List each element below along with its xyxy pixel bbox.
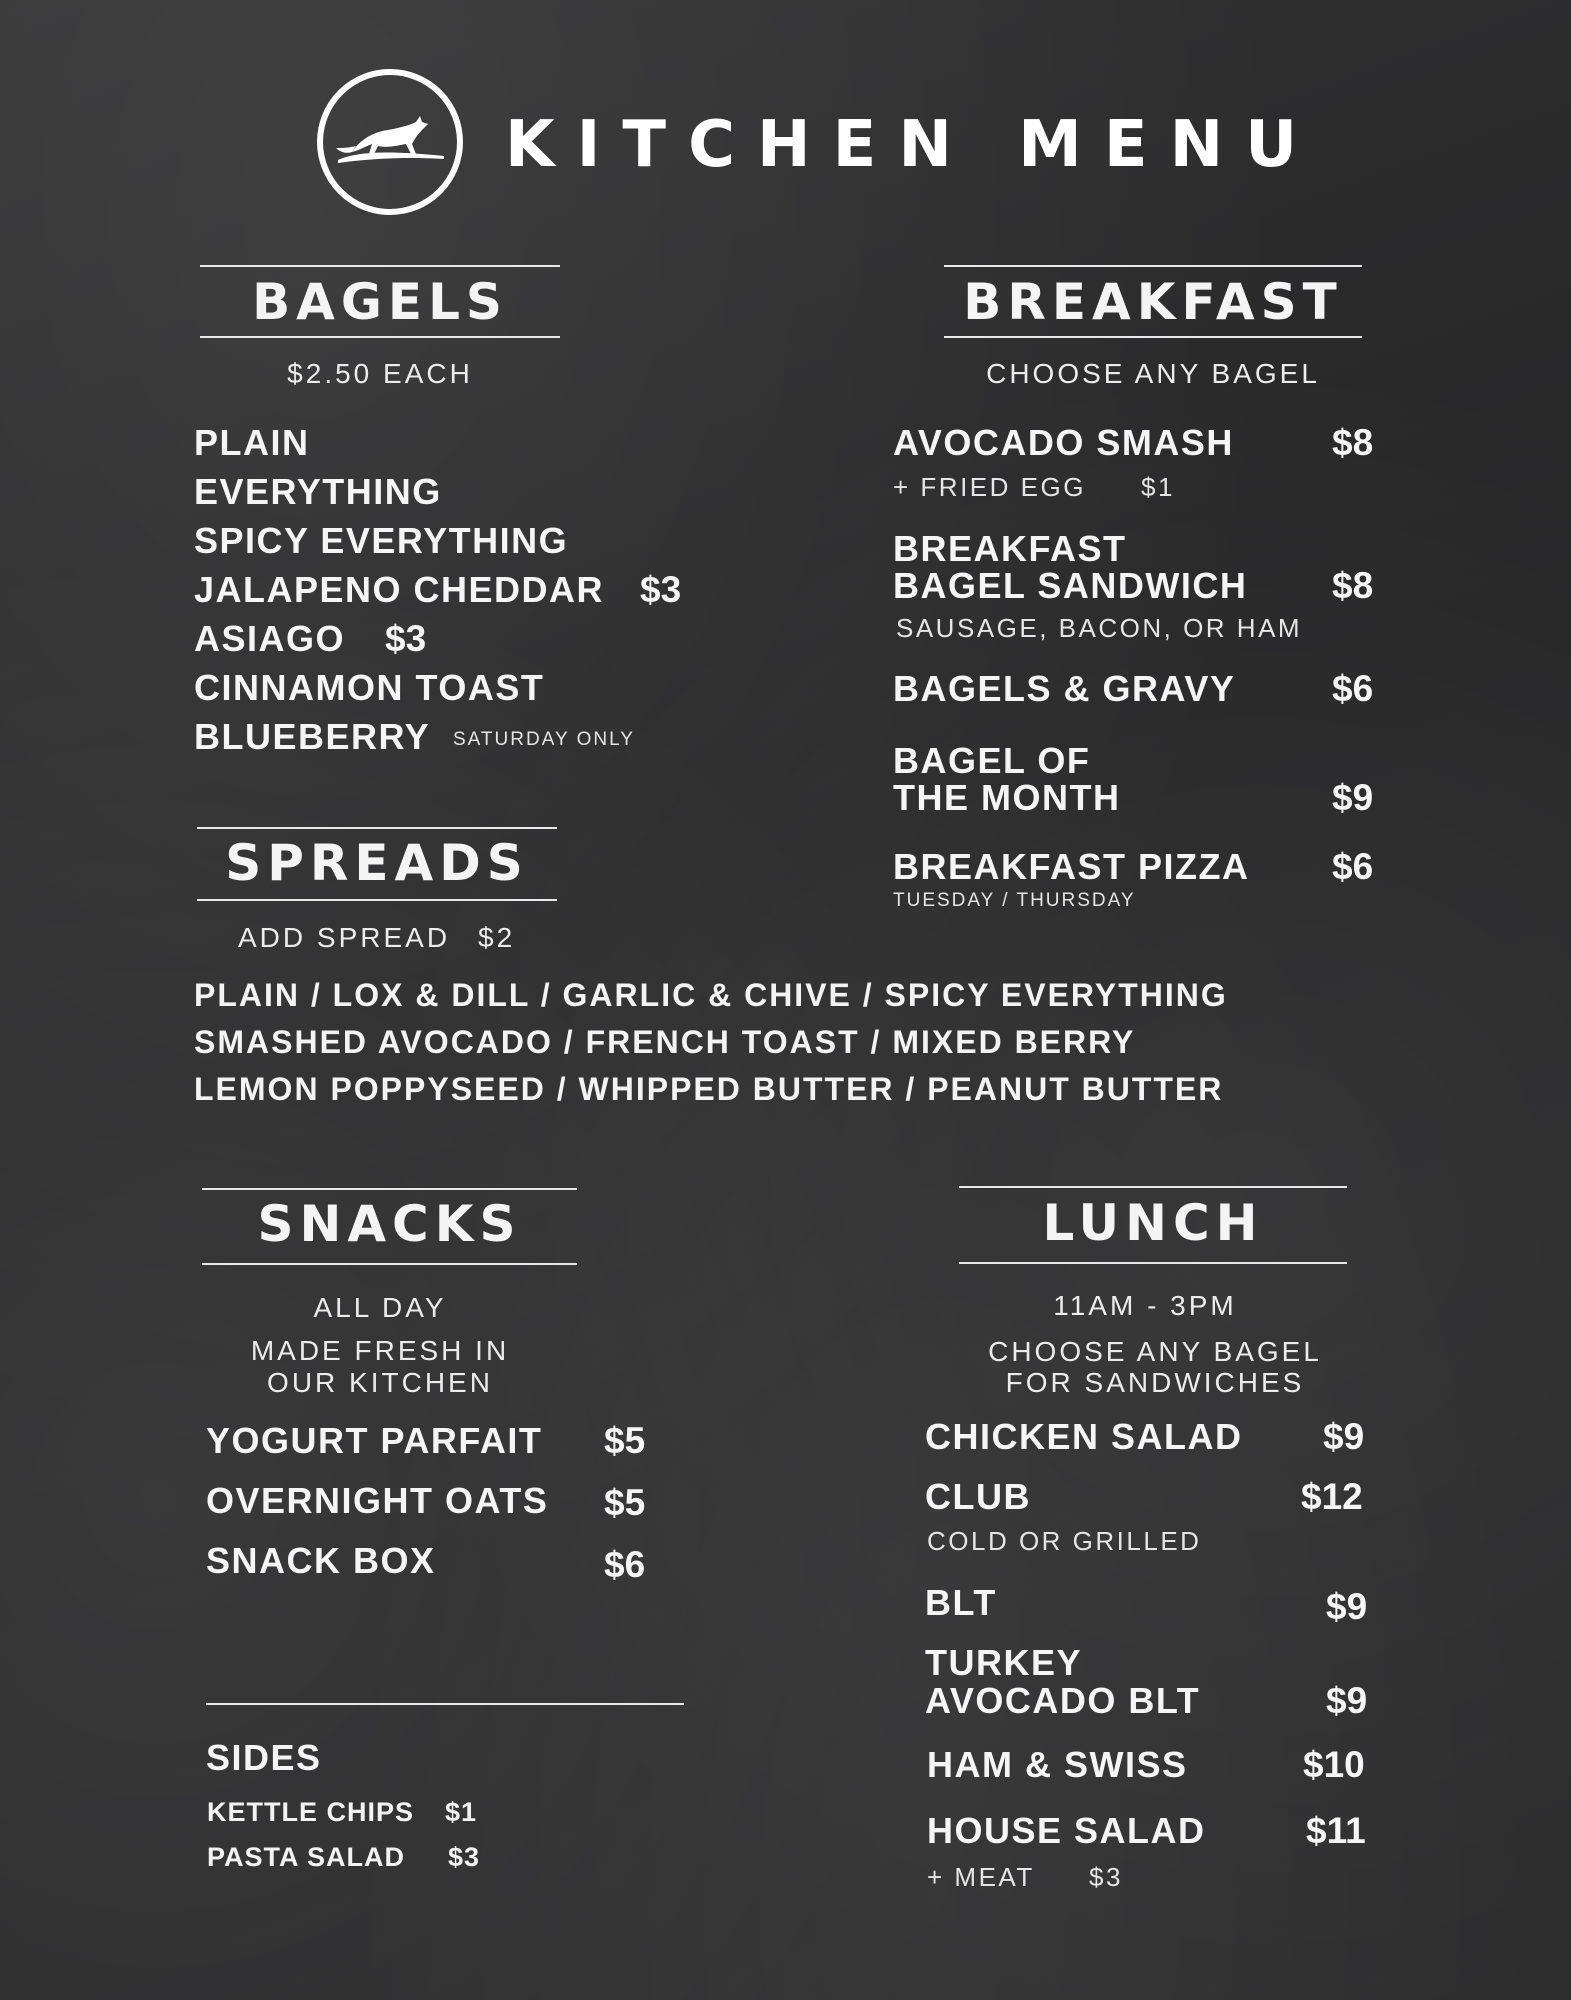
spreads-line-1: PLAIN / LOX & DILL / GARLIC & CHIVE / SPICY EVERYTHING (194, 977, 1228, 1013)
lunch-price-ham-swiss: $10 (1303, 1744, 1365, 1785)
bagels-heading: BAGELS (252, 273, 508, 331)
breakfast-item-bagel-sandwich-line1: BREAKFAST (893, 528, 1127, 569)
spreads-bottom-rule (197, 899, 557, 901)
spreads-subtitle-price: $2 (478, 922, 516, 953)
snacks-subtitle-made-fresh-1: MADE FRESH IN (250, 1335, 510, 1366)
lunch-item-blt: BLT (925, 1582, 997, 1623)
breakfast-heading: BREAKFAST (963, 273, 1343, 331)
bagel-note-saturday-only: SATURDAY ONLY (453, 729, 635, 750)
breakfast-note-tuesday-thursday: TUESDAY / THURSDAY (893, 890, 1136, 911)
lunch-price-blt: $9 (1326, 1586, 1368, 1627)
lunch-subtitle-choose-2: FOR SANDWICHES (1005, 1367, 1305, 1398)
lunch-item-club: CLUB (925, 1476, 1031, 1517)
sides-rule (206, 1703, 684, 1705)
breakfast-note-fried-egg: + FRIED EGG (893, 472, 1086, 502)
lunch-item-turkey-avocado-blt-line1: TURKEY (925, 1642, 1083, 1683)
lunch-subtitle-choose-1: CHOOSE ANY BAGEL (988, 1336, 1322, 1367)
snack-item-snack-box: SNACK BOX (206, 1540, 436, 1581)
lunch-bottom-rule (959, 1262, 1347, 1264)
lunch-price-house-salad: $11 (1306, 1810, 1366, 1851)
breakfast-item-bagels-gravy: BAGELS & GRAVY (893, 668, 1236, 709)
fox-on-branch-logo-icon (316, 68, 464, 216)
breakfast-note-fried-egg-price: $1 (1141, 472, 1175, 502)
lunch-note-add-meat-price: $3 (1089, 1862, 1123, 1892)
bagel-item-plain: PLAIN (194, 422, 310, 463)
spreads-top-rule (197, 827, 557, 829)
lunch-heading: LUNCH (1042, 1194, 1264, 1252)
lunch-price-chicken-salad: $9 (1323, 1416, 1365, 1457)
lunch-price-turkey-avocado-blt: $9 (1326, 1680, 1368, 1721)
snack-price-overnight-oats: $5 (604, 1482, 646, 1523)
bagel-item-spicy-everything: SPICY EVERYTHING (194, 520, 569, 561)
lunch-item-house-salad: HOUSE SALAD (927, 1810, 1206, 1851)
snacks-subtitle-all-day: ALL DAY (313, 1292, 447, 1323)
bagel-item-jalapeno-cheddar: JALAPENO CHEDDAR (194, 569, 605, 610)
snack-price-snack-box: $6 (604, 1544, 646, 1585)
snacks-top-rule (202, 1188, 577, 1190)
sides-heading: SIDES (206, 1737, 322, 1778)
spreads-line-2: SMASHED AVOCADO / FRENCH TOAST / MIXED BERRY (194, 1024, 1136, 1060)
snacks-bottom-rule (202, 1263, 577, 1265)
spreads-line-3: LEMON POPPYSEED / WHIPPED BUTTER / PEANUT BUTTER (194, 1071, 1224, 1107)
bagel-item-cinnamon-toast: CINNAMON TOAST (194, 667, 545, 708)
breakfast-item-avocado-smash: AVOCADO SMASH (893, 422, 1234, 463)
bagels-subtitle: $2.50 EACH (287, 358, 473, 389)
bagels-top-rule (200, 265, 560, 267)
lunch-subtitle-hours: 11AM - 3PM (1053, 1290, 1237, 1321)
lunch-item-chicken-salad: CHICKEN SALAD (925, 1416, 1243, 1457)
lunch-item-turkey-avocado-blt-line2: AVOCADO BLT (925, 1680, 1201, 1721)
lunch-price-club: $12 (1301, 1476, 1363, 1517)
side-item-pasta-salad: PASTA SALAD (207, 1842, 405, 1872)
bagel-item-blueberry: BLUEBERRY (194, 716, 431, 757)
snack-price-yogurt-parfait: $5 (604, 1420, 646, 1461)
bagel-price-jalapeno-cheddar: $3 (640, 569, 682, 610)
lunch-item-ham-swiss: HAM & SWISS (927, 1744, 1188, 1785)
breakfast-price-bagel-of-month: $9 (1332, 777, 1374, 818)
bagel-item-everything: EVERYTHING (194, 471, 442, 512)
snacks-subtitle-made-fresh-2: OUR KITCHEN (267, 1367, 493, 1398)
breakfast-item-bagel-of-month-line1: BAGEL OF (893, 740, 1091, 781)
logo (316, 68, 464, 216)
spreads-heading: SPREADS (225, 834, 529, 892)
breakfast-bottom-rule (944, 336, 1362, 338)
bagels-bottom-rule (200, 336, 560, 338)
snack-item-overnight-oats: OVERNIGHT OATS (206, 1480, 549, 1521)
breakfast-item-bagel-sandwich-line2: BAGEL SANDWICH (893, 565, 1248, 606)
breakfast-price-avocado-smash: $8 (1332, 422, 1374, 463)
side-price-kettle-chips: $1 (445, 1797, 478, 1827)
page-title: KITCHEN MENU (505, 108, 1320, 182)
breakfast-note-sausage-bacon-ham: SAUSAGE, BACON, OR HAM (896, 613, 1303, 643)
breakfast-item-breakfast-pizza: BREAKFAST PIZZA (893, 846, 1250, 887)
side-item-kettle-chips: KETTLE CHIPS (207, 1797, 415, 1827)
lunch-note-add-meat: + MEAT (927, 1862, 1035, 1892)
snacks-heading: SNACKS (257, 1195, 522, 1253)
bagel-price-asiago: $3 (385, 618, 427, 659)
breakfast-subtitle: CHOOSE ANY BAGEL (986, 358, 1320, 389)
breakfast-item-bagel-of-month-line2: THE MONTH (893, 777, 1121, 818)
lunch-note-cold-or-grilled: COLD OR GRILLED (927, 1526, 1202, 1556)
breakfast-top-rule (944, 265, 1362, 267)
snack-item-yogurt-parfait: YOGURT PARFAIT (206, 1420, 543, 1461)
breakfast-price-breakfast-pizza: $6 (1332, 846, 1374, 887)
side-price-pasta-salad: $3 (448, 1842, 481, 1872)
bagel-item-asiago: ASIAGO (194, 618, 346, 659)
breakfast-price-bagels-gravy: $6 (1332, 668, 1374, 709)
breakfast-price-bagel-sandwich: $8 (1332, 565, 1374, 606)
lunch-top-rule (959, 1186, 1347, 1188)
spreads-subtitle-label: ADD SPREAD (238, 922, 451, 953)
